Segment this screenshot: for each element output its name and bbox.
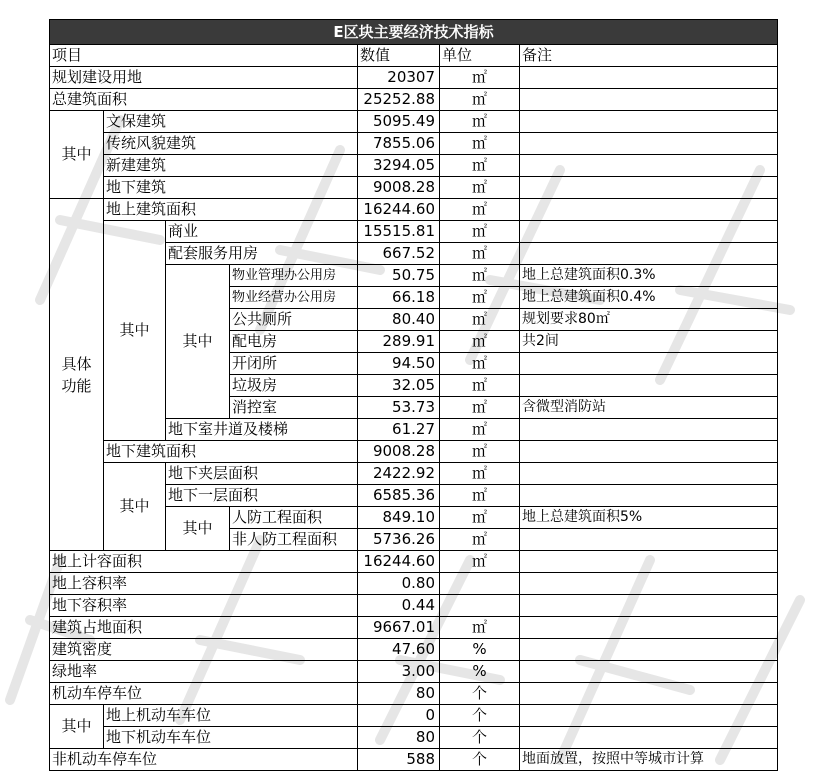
row-value: 667.52: [358, 243, 440, 265]
row-unit: %: [440, 639, 520, 661]
row-value: 7855.06: [358, 133, 440, 155]
row-value: 9667.01: [358, 617, 440, 639]
table-row: [50, 67, 778, 89]
row-note: [520, 353, 778, 375]
table-row: [50, 221, 778, 243]
row-value: 6585.36: [358, 485, 440, 507]
row-note: [520, 199, 778, 221]
row-label: 规划建设用地: [50, 67, 358, 89]
table-row: [50, 727, 778, 749]
row-label: 地上容积率: [50, 573, 358, 595]
row-note: [520, 89, 778, 111]
table-row: [50, 441, 778, 463]
row-value: 0.80: [358, 573, 440, 595]
group-label-juti: 具体 功能: [50, 199, 104, 551]
row-value: 16244.60: [358, 199, 440, 221]
table-row: [50, 89, 778, 111]
header-value: 数值: [358, 45, 440, 67]
table-row: [50, 111, 778, 133]
table-row: [50, 683, 778, 705]
row-note: [520, 243, 778, 265]
group-label-qizhong: 其中: [166, 265, 230, 419]
row-value: 20307: [358, 67, 440, 89]
row-value: 9008.28: [358, 441, 440, 463]
row-note: [520, 705, 778, 727]
row-unit: ㎡: [440, 331, 520, 353]
row-value: 0: [358, 705, 440, 727]
row-label: 地上建筑面积: [104, 199, 358, 221]
row-unit: 个: [440, 749, 520, 771]
row-note: 共2间: [520, 331, 778, 353]
row-unit: ㎡: [440, 375, 520, 397]
row-label: 开闭所: [230, 353, 358, 375]
row-note: [520, 221, 778, 243]
row-value: 53.73: [358, 397, 440, 419]
row-unit: ㎡: [440, 177, 520, 199]
table-row: [50, 661, 778, 683]
row-label: 地下建筑: [104, 177, 358, 199]
indicator-table: [49, 19, 778, 771]
table-row: [50, 749, 778, 771]
row-value: 16244.60: [358, 551, 440, 573]
row-unit: ㎡: [440, 551, 520, 573]
row-label: 地下容积率: [50, 595, 358, 617]
row-note: [520, 683, 778, 705]
row-unit: ㎡: [440, 199, 520, 221]
row-label: 地上机动车车位: [104, 705, 358, 727]
row-unit: 个: [440, 705, 520, 727]
row-value: 47.60: [358, 639, 440, 661]
table-row: [50, 155, 778, 177]
row-label: 配套服务用房: [166, 243, 358, 265]
row-unit: 个: [440, 683, 520, 705]
row-value: 3.00: [358, 661, 440, 683]
indicator-sheet: [49, 19, 777, 771]
row-value: 5736.26: [358, 529, 440, 551]
row-unit: ㎡: [440, 243, 520, 265]
row-label: 地下夹层面积: [166, 463, 358, 485]
table-row: [50, 199, 778, 221]
row-unit: ㎡: [440, 221, 520, 243]
row-note: 地面放置，按照中等城市计算: [520, 749, 778, 771]
row-label: 建筑密度: [50, 639, 358, 661]
row-unit: ㎡: [440, 617, 520, 639]
row-note: [520, 419, 778, 441]
table-row: [50, 639, 778, 661]
row-unit: ㎡: [440, 287, 520, 309]
row-value: 94.50: [358, 353, 440, 375]
row-note: 地上总建筑面积0.4%: [520, 287, 778, 309]
row-label: 非人防工程面积: [230, 529, 358, 551]
table-row: [50, 595, 778, 617]
row-value: 289.91: [358, 331, 440, 353]
row-value: 849.10: [358, 507, 440, 529]
table-row: [50, 617, 778, 639]
row-label: 传统风貌建筑: [104, 133, 358, 155]
row-label: 商业: [166, 221, 358, 243]
row-label: 地上计容面积: [50, 551, 358, 573]
row-unit: ㎡: [440, 397, 520, 419]
row-note: [520, 727, 778, 749]
row-note: [520, 375, 778, 397]
row-unit: ㎡: [440, 441, 520, 463]
row-note: [520, 133, 778, 155]
row-value: 3294.05: [358, 155, 440, 177]
row-label: 非机动车停车位: [50, 749, 358, 771]
row-label: 公共厕所: [230, 309, 358, 331]
row-value: 5095.49: [358, 111, 440, 133]
row-note: [520, 529, 778, 551]
table-row: [50, 463, 778, 485]
row-unit: ㎡: [440, 463, 520, 485]
row-note: [520, 67, 778, 89]
row-label: 地下建筑面积: [104, 441, 358, 463]
row-note: [520, 441, 778, 463]
row-value: 66.18: [358, 287, 440, 309]
group-label-qizhong: 其中: [104, 463, 166, 551]
table-title: E区块主要经济技术指标: [50, 20, 778, 45]
row-value: 2422.92: [358, 463, 440, 485]
table-row: [50, 133, 778, 155]
table-row: [50, 573, 778, 595]
row-unit: ㎡: [440, 419, 520, 441]
row-unit: ㎡: [440, 529, 520, 551]
row-unit: %: [440, 661, 520, 683]
row-label: 人防工程面积: [230, 507, 358, 529]
group-label-qizhong: 其中: [50, 111, 104, 199]
row-label: 文保建筑: [104, 111, 358, 133]
row-note: 地上总建筑面积0.3%: [520, 265, 778, 287]
row-note: [520, 639, 778, 661]
row-value: 80: [358, 683, 440, 705]
header-item: 项目: [50, 45, 358, 67]
row-note: [520, 463, 778, 485]
row-value: 588: [358, 749, 440, 771]
row-note: 地上总建筑面积5%: [520, 507, 778, 529]
row-unit: ㎡: [440, 155, 520, 177]
row-note: [520, 111, 778, 133]
row-unit: ㎡: [440, 89, 520, 111]
row-label: 地下一层面积: [166, 485, 358, 507]
row-note: [520, 485, 778, 507]
row-label: 垃圾房: [230, 375, 358, 397]
row-label: 消控室: [230, 397, 358, 419]
row-value: 9008.28: [358, 177, 440, 199]
row-label: 配电房: [230, 331, 358, 353]
row-value: 25252.88: [358, 89, 440, 111]
table-row: [50, 705, 778, 727]
header-note: 备注: [520, 45, 778, 67]
row-value: 50.75: [358, 265, 440, 287]
row-value: 80.40: [358, 309, 440, 331]
row-label: 物业管理办公用房: [230, 265, 358, 287]
row-note: [520, 617, 778, 639]
row-note: [520, 551, 778, 573]
row-note: [520, 155, 778, 177]
row-label: 绿地率: [50, 661, 358, 683]
group-label-qizhong: 其中: [50, 705, 104, 749]
row-label: 物业经营办公用房: [230, 287, 358, 309]
row-unit: ㎡: [440, 309, 520, 331]
header-unit: 单位: [440, 45, 520, 67]
row-label: 地下室井道及楼梯: [166, 419, 358, 441]
row-note: 含微型消防站: [520, 397, 778, 419]
row-unit: [440, 573, 520, 595]
row-label: 地下机动车车位: [104, 727, 358, 749]
row-label: 机动车停车位: [50, 683, 358, 705]
row-unit: ㎡: [440, 111, 520, 133]
group-label-qizhong: 其中: [104, 221, 166, 441]
row-value: 15515.81: [358, 221, 440, 243]
row-unit: ㎡: [440, 265, 520, 287]
row-unit: [440, 595, 520, 617]
row-value: 61.27: [358, 419, 440, 441]
row-label: 总建筑面积: [50, 89, 358, 111]
group-label-qizhong: 其中: [166, 507, 230, 551]
row-note: [520, 595, 778, 617]
row-value: 80: [358, 727, 440, 749]
row-unit: ㎡: [440, 507, 520, 529]
row-note: 规划要求80㎡: [520, 309, 778, 331]
row-note: [520, 177, 778, 199]
row-value: 0.44: [358, 595, 440, 617]
row-unit: 个: [440, 727, 520, 749]
row-note: [520, 661, 778, 683]
row-unit: ㎡: [440, 353, 520, 375]
row-label: 建筑占地面积: [50, 617, 358, 639]
row-unit: ㎡: [440, 133, 520, 155]
row-note: [520, 573, 778, 595]
table-row: [50, 177, 778, 199]
row-value: 32.05: [358, 375, 440, 397]
row-unit: ㎡: [440, 485, 520, 507]
row-label: 新建建筑: [104, 155, 358, 177]
table-row: [50, 551, 778, 573]
row-unit: ㎡: [440, 67, 520, 89]
